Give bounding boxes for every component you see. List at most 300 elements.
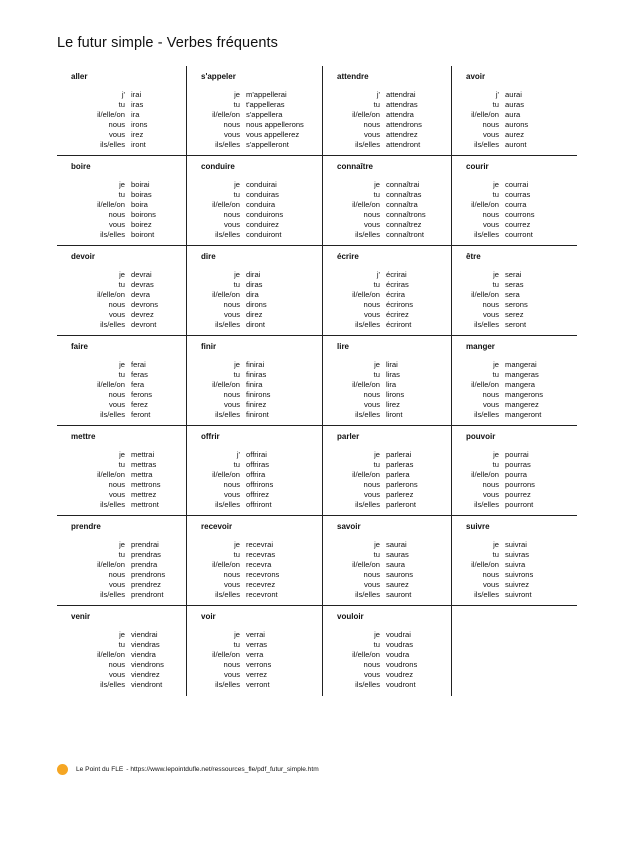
pronoun: nous [108, 390, 125, 399]
conjugation-row [323, 680, 451, 690]
conjugation-table [187, 630, 322, 690]
conjugation-row [452, 560, 577, 570]
pronoun: ils/elles [100, 590, 125, 599]
conjugation-row [57, 540, 186, 550]
verb-infinitive: faire [71, 342, 88, 351]
conjugation-row [452, 500, 577, 510]
conjugation-row [187, 400, 322, 410]
conjugation-row [187, 100, 322, 110]
conjugation-row [323, 580, 451, 590]
verb-cell [187, 606, 323, 696]
conjugation-row [323, 390, 451, 400]
verb-cell [323, 426, 452, 516]
verb-form: aurai [505, 90, 522, 99]
conjugation-row [323, 130, 451, 140]
conjugation-row [323, 630, 451, 640]
verb-form: m'appellerai [246, 90, 287, 99]
verb-form: feront [131, 410, 151, 419]
pronoun: vous [482, 400, 499, 409]
pronoun: il/elle/on [471, 560, 499, 569]
conjugation-table [323, 360, 451, 420]
conjugation-row [57, 320, 186, 330]
pronoun: il/elle/on [471, 380, 499, 389]
pronoun: il/elle/on [352, 380, 380, 389]
pronoun: j' [495, 90, 499, 99]
conjugation-row [57, 300, 186, 310]
verb-form: viendrai [131, 630, 158, 639]
verb-form: attendra [386, 110, 414, 119]
pronoun: ils/elles [474, 230, 499, 239]
verb-form: attendras [386, 100, 418, 109]
pronoun: nous [108, 210, 125, 219]
verb-form: verrez [246, 670, 268, 679]
pronoun: nous [223, 300, 240, 309]
verb-infinitive: conduire [201, 162, 235, 171]
verb-form: sauront [386, 590, 412, 599]
verb-form: liront [386, 410, 403, 419]
conjugation-row [57, 460, 186, 470]
verb-form: iront [131, 140, 146, 149]
verb-form: voudront [386, 680, 416, 689]
conjugation-row [323, 450, 451, 460]
verb-form: connaîtront [386, 230, 424, 239]
pronoun: vous [363, 310, 380, 319]
conjugation-row [452, 300, 577, 310]
pronoun: ils/elles [355, 500, 380, 509]
verb-form: boiront [131, 230, 155, 239]
pronoun: il/elle/on [97, 470, 125, 479]
verb-form: direz [246, 310, 263, 319]
pronoun: vous [363, 220, 380, 229]
conjugation-table [323, 180, 451, 240]
verb-form: ferai [131, 360, 146, 369]
verb-form: prendrai [131, 540, 159, 549]
verb-form: offrirai [246, 450, 267, 459]
pronoun: ils/elles [215, 140, 240, 149]
pronoun: tu [373, 460, 380, 469]
verb-form: mangeront [505, 410, 542, 419]
conjugation-row [323, 230, 451, 240]
pronoun: je [119, 270, 125, 279]
conjugation-row [452, 220, 577, 230]
pronoun: tu [373, 280, 380, 289]
conjugation-row [323, 590, 451, 600]
conjugation-row [57, 570, 186, 580]
verb-form: devront [131, 320, 157, 329]
pronoun: je [234, 180, 240, 189]
verb-form: attendrons [386, 120, 422, 129]
verb-form: saurai [386, 540, 407, 549]
pronoun: vous [363, 400, 380, 409]
verb-infinitive: offrir [201, 432, 220, 441]
conjugation-row [323, 670, 451, 680]
verb-form: boiras [131, 190, 152, 199]
conjugation-row [187, 670, 322, 680]
verb-form: courront [505, 230, 533, 239]
conjugation-row [452, 470, 577, 480]
pronoun: je [374, 180, 380, 189]
conjugation-row [57, 390, 186, 400]
verb-cell [57, 156, 187, 246]
pronoun: je [234, 540, 240, 549]
conjugation-row [452, 190, 577, 200]
verb-form: courrez [505, 220, 531, 229]
conjugation-row [57, 100, 186, 110]
verb-form: mangerez [505, 400, 539, 409]
pronoun: j' [121, 90, 125, 99]
verb-form: pourront [505, 500, 534, 509]
verb-infinitive: manger [466, 342, 495, 351]
footer-brand: Le Point du FLE [76, 766, 124, 773]
conjugation-row [187, 630, 322, 640]
verb-form: mettrai [131, 450, 155, 459]
conjugation-row [187, 490, 322, 500]
conjugation-row [187, 560, 322, 570]
verb-form: liras [386, 370, 400, 379]
conjugation-row [187, 380, 322, 390]
conjugation-row [323, 560, 451, 570]
conjugation-row [187, 310, 322, 320]
pronoun: il/elle/on [212, 470, 240, 479]
verb-form: devrons [131, 300, 159, 309]
conjugation-row [323, 460, 451, 470]
pronoun: ils/elles [100, 680, 125, 689]
pronoun: je [119, 540, 125, 549]
verb-form: écrirons [386, 300, 414, 309]
pronoun: ils/elles [474, 500, 499, 509]
conjugation-row [452, 210, 577, 220]
verb-form: aura [505, 110, 521, 119]
pronoun: ils/elles [100, 140, 125, 149]
conjugation-row [323, 490, 451, 500]
verb-cell [57, 606, 187, 696]
verb-form: diras [246, 280, 263, 289]
pronoun: ils/elles [355, 590, 380, 599]
conjugation-table [323, 270, 451, 330]
pronoun: nous [223, 210, 240, 219]
pronoun: vous [363, 130, 380, 139]
verb-form: voudrons [386, 660, 418, 669]
pronoun: vous [223, 220, 240, 229]
conjugation-row [187, 220, 322, 230]
verb-form: parlera [386, 470, 410, 479]
verb-cell [452, 66, 577, 156]
conjugation-row [57, 360, 186, 370]
verb-form: mangerai [505, 360, 537, 369]
conjugation-row [57, 130, 186, 140]
conjugation-row [57, 670, 186, 680]
conjugation-row [57, 450, 186, 460]
conjugation-row [187, 590, 322, 600]
pronoun: nous [363, 390, 380, 399]
pronoun: je [493, 180, 499, 189]
pronoun: tu [373, 640, 380, 649]
conjugation-row [323, 200, 451, 210]
conjugation-table [57, 90, 186, 150]
pronoun: il/elle/on [97, 200, 125, 209]
pronoun: vous [223, 130, 240, 139]
verb-form: viendrons [131, 660, 164, 669]
conjugation-row [187, 190, 322, 200]
pronoun: vous [223, 310, 240, 319]
conjugation-table [187, 180, 322, 240]
pronoun: vous [482, 490, 499, 499]
verb-infinitive: prendre [71, 522, 101, 531]
verb-form: saurons [386, 570, 414, 579]
pronoun: tu [233, 280, 240, 289]
pronoun: ils/elles [215, 500, 240, 509]
verb-form: conduirai [246, 180, 277, 189]
conjugation-row [323, 410, 451, 420]
conjugation-row [452, 290, 577, 300]
pronoun: tu [492, 550, 499, 559]
verb-form: écrira [386, 290, 405, 299]
verb-form: connaîtras [386, 190, 422, 199]
verb-cell [187, 426, 323, 516]
verb-form: conduiront [246, 230, 282, 239]
verb-form: recevras [246, 550, 276, 559]
conjugation-table [57, 540, 186, 600]
verb-form: courrai [505, 180, 529, 189]
pronoun: je [374, 630, 380, 639]
conjugation-table [452, 180, 577, 240]
verb-infinitive: connaître [337, 162, 374, 171]
pronoun: nous [482, 390, 499, 399]
conjugation-row [452, 320, 577, 330]
verb-form: parlerez [386, 490, 414, 499]
verb-form: dira [246, 290, 259, 299]
conjugation-row [57, 480, 186, 490]
pronoun: il/elle/on [471, 110, 499, 119]
pronoun: nous [108, 300, 125, 309]
pronoun: tu [118, 190, 125, 199]
verb-form: iras [131, 100, 144, 109]
conjugation-row [187, 90, 322, 100]
pronoun: je [374, 450, 380, 459]
verb-form: mettront [131, 500, 159, 509]
verb-form: voudra [386, 650, 410, 659]
verb-form: offrirez [246, 490, 270, 499]
pronoun: ils/elles [215, 230, 240, 239]
verb-form: écrirez [386, 310, 409, 319]
verb-form: diront [246, 320, 265, 329]
conjugation-row [452, 370, 577, 380]
verb-infinitive: mettre [71, 432, 96, 441]
conjugation-row [323, 120, 451, 130]
pronoun: nous [223, 390, 240, 399]
conjugation-row [57, 650, 186, 660]
pronoun: je [234, 270, 240, 279]
pronoun: ils/elles [474, 140, 499, 149]
conjugation-row [187, 130, 322, 140]
pronoun: il/elle/on [352, 290, 380, 299]
verb-infinitive: avoir [466, 72, 486, 81]
verb-form: finirai [246, 360, 265, 369]
pronoun: nous [482, 570, 499, 579]
conjugation-row [323, 180, 451, 190]
conjugation-row [452, 380, 577, 390]
verb-form: voudrez [386, 670, 414, 679]
verb-form: parlerai [386, 450, 412, 459]
orange-dot-icon [57, 764, 68, 775]
verb-infinitive: lire [337, 342, 350, 351]
conjugation-row [323, 370, 451, 380]
verb-form: courrons [505, 210, 535, 219]
verb-form: nous appellerons [246, 120, 304, 129]
conjugation-row [323, 360, 451, 370]
conjugation-row [452, 270, 577, 280]
verb-form: devra [131, 290, 150, 299]
conjugation-row [452, 120, 577, 130]
pronoun: il/elle/on [352, 560, 380, 569]
conjugation-row [187, 230, 322, 240]
verb-form: ferons [131, 390, 153, 399]
conjugation-row [187, 270, 322, 280]
verb-form: viendront [131, 680, 163, 689]
pronoun: nous [108, 120, 125, 129]
verb-form: ferez [131, 400, 148, 409]
pronoun: tu [233, 640, 240, 649]
pronoun: nous [363, 660, 380, 669]
conjugation-row [187, 650, 322, 660]
verb-form: offrira [246, 470, 266, 479]
verb-form: suivrez [505, 580, 530, 589]
verb-form: prendrez [131, 580, 161, 589]
conjugation-row [187, 500, 322, 510]
pronoun: ils/elles [215, 320, 240, 329]
conjugation-table [323, 450, 451, 510]
pronoun: je [119, 450, 125, 459]
verb-form: boirez [131, 220, 152, 229]
pronoun: il/elle/on [471, 470, 499, 479]
verb-form: lirons [386, 390, 405, 399]
pronoun: il/elle/on [212, 380, 240, 389]
verb-form: verra [246, 650, 264, 659]
verb-infinitive: boire [71, 162, 91, 171]
verb-form: viendrez [131, 670, 160, 679]
conjugation-row [187, 280, 322, 290]
conjugation-row [452, 180, 577, 190]
pronoun: ils/elles [215, 590, 240, 599]
verb-infinitive: attendre [337, 72, 369, 81]
conjugation-row [187, 410, 322, 420]
pronoun: je [119, 630, 125, 639]
verb-form: prendrons [131, 570, 166, 579]
conjugation-row [57, 220, 186, 230]
conjugation-row [187, 200, 322, 210]
verb-cell [187, 246, 323, 336]
verb-form: verrons [246, 660, 272, 669]
verb-cell [187, 336, 323, 426]
verb-form: viendras [131, 640, 160, 649]
verb-form: attendrez [386, 130, 418, 139]
conjugation-row [187, 320, 322, 330]
pronoun: ils/elles [355, 140, 380, 149]
pronoun: nous [223, 120, 240, 129]
conjugation-row [323, 550, 451, 560]
pronoun: il/elle/on [212, 650, 240, 659]
pronoun: vous [108, 130, 125, 139]
pronoun: tu [373, 370, 380, 379]
verb-form: parlerons [386, 480, 418, 489]
verb-form: auront [505, 140, 527, 149]
verb-cell [187, 156, 323, 246]
verb-form: ira [131, 110, 140, 119]
conjugation-row [323, 210, 451, 220]
conjugation-row [452, 310, 577, 320]
verb-form: voudras [386, 640, 414, 649]
conjugation-table [323, 630, 451, 690]
verb-cell [323, 336, 452, 426]
pronoun: tu [118, 100, 125, 109]
conjugation-row [57, 580, 186, 590]
verb-infinitive: devoir [71, 252, 96, 261]
verb-form: suivras [505, 550, 530, 559]
verb-form: connaîtrai [386, 180, 420, 189]
pronoun: je [493, 360, 499, 369]
conjugation-row [452, 410, 577, 420]
verb-form: recevra [246, 560, 272, 569]
pronoun: tu [492, 100, 499, 109]
verb-form: saura [386, 560, 405, 569]
pronoun: nous [482, 480, 499, 489]
conjugation-row [187, 680, 322, 690]
pronoun: ils/elles [355, 680, 380, 689]
pronoun: tu [492, 460, 499, 469]
pronoun: je [234, 90, 240, 99]
verb-form: lirez [386, 400, 400, 409]
verb-form: écrirai [386, 270, 407, 279]
verb-form: recevrez [246, 580, 276, 589]
pronoun: il/elle/on [352, 650, 380, 659]
conjugation-row [323, 570, 451, 580]
pronoun: il/elle/on [212, 560, 240, 569]
verb-form: serons [505, 300, 528, 309]
conjugation-table [57, 450, 186, 510]
pronoun: il/elle/on [352, 200, 380, 209]
verb-form: écriras [386, 280, 409, 289]
conjugation-row [187, 210, 322, 220]
conjugation-row [323, 540, 451, 550]
verb-form: prendront [131, 590, 164, 599]
pronoun: je [493, 450, 499, 459]
pronoun: nous [482, 120, 499, 129]
pronoun: nous [108, 570, 125, 579]
conjugation-row [187, 360, 322, 370]
conjugation-row [57, 400, 186, 410]
conjugation-row [323, 640, 451, 650]
conjugation-row [323, 500, 451, 510]
conjugation-table [452, 360, 577, 420]
pronoun: je [493, 540, 499, 549]
verb-form: connaîtra [386, 200, 418, 209]
verb-cell [452, 336, 577, 426]
pronoun: tu [118, 550, 125, 559]
verb-infinitive: être [466, 252, 481, 261]
verb-form: boira [131, 200, 148, 209]
verb-cell [452, 246, 577, 336]
pronoun: il/elle/on [212, 290, 240, 299]
verb-form: recevrons [246, 570, 280, 579]
pronoun: vous [108, 400, 125, 409]
conjugation-table [323, 540, 451, 600]
pronoun: nous [223, 660, 240, 669]
conjugation-row [57, 380, 186, 390]
conjugation-row [187, 110, 322, 120]
verb-form: verront [246, 680, 270, 689]
pronoun: ils/elles [215, 410, 240, 419]
conjugation-row [187, 570, 322, 580]
